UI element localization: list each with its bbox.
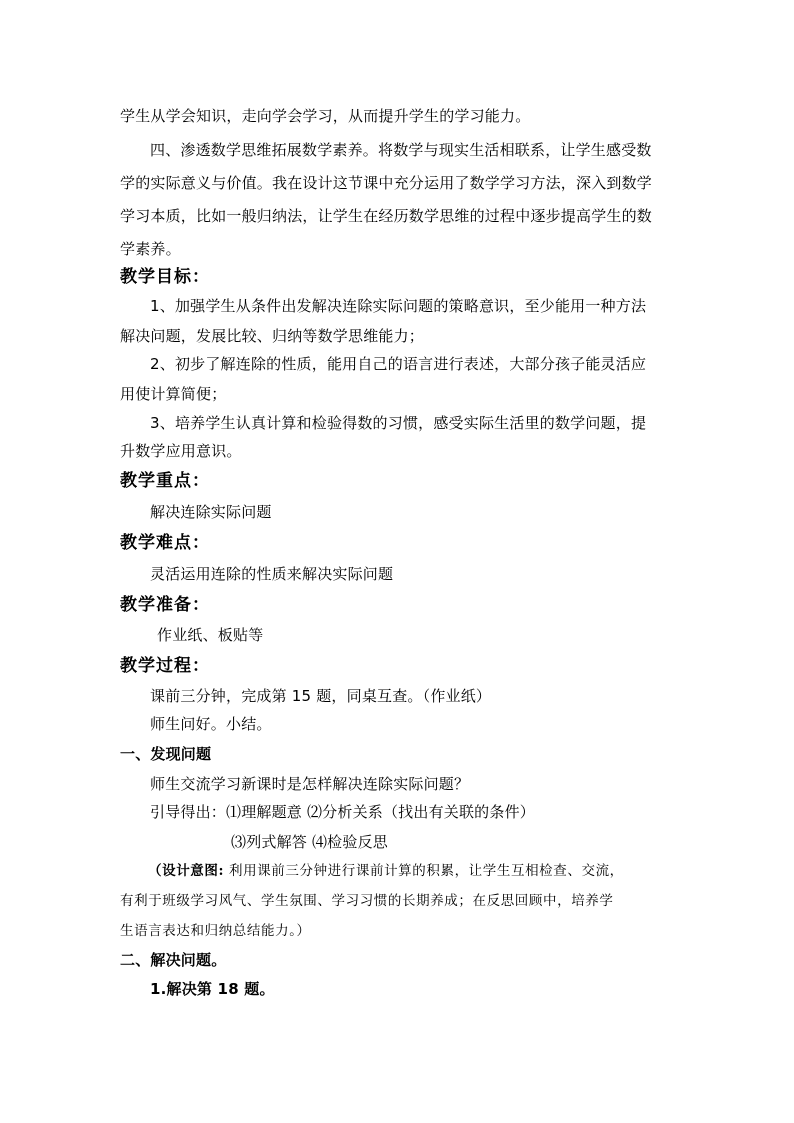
difficulty-text: 灵活运用连除的性质来解决实际问题 xyxy=(150,565,394,583)
goal-line: 2、初步了解连除的性质，能用自己的语言进行表述，大部分孩子能灵活应 xyxy=(150,355,647,373)
section-one-line: ⑶列式解答 ⑷检验反思 xyxy=(231,833,388,851)
section-two-title: 二、解决问题。 xyxy=(120,951,227,969)
paragraph-line: 学素养。 xyxy=(120,240,181,258)
goal-line: 升数学应用意识。 xyxy=(120,442,242,460)
key-text: 解决连除实际问题 xyxy=(150,503,272,521)
process-line: 师生问好。小结。 xyxy=(150,715,272,733)
section-one-line: 引导得出：⑴理解题意 ⑵分析关系（找出有关联的条件） xyxy=(150,803,535,821)
prep-heading: 教学准备： xyxy=(120,595,210,615)
design-note-text: 利用课前三分钟进行课前计算的积累，让学生互相检查、交流， xyxy=(224,863,624,879)
section-one-title: 一、发现问题 xyxy=(120,745,212,763)
prep-text: 作业纸、板贴等 xyxy=(157,626,264,644)
goal-line: 3、培养学生认真计算和检验得数的习惯，感受实际生活里的数学问题，提 xyxy=(150,414,647,432)
design-note-label: （设计意图: xyxy=(148,863,225,879)
key-heading: 教学重点： xyxy=(120,471,210,491)
process-line: 课前三分钟，完成第 15 题，同桌互查。（作业纸） xyxy=(150,687,492,705)
goal-line: 用使计算简便； xyxy=(120,385,227,403)
goal-line: 1、加强学生从条件出发解决连除实际问题的策略意识，至少能用一种方法 xyxy=(150,297,647,315)
difficulty-heading: 教学难点： xyxy=(120,533,210,553)
goals-heading: 教学目标： xyxy=(120,267,210,287)
paragraph-line: 学生从学会知识，走向学会学习，从而提升学生的学习能力。 xyxy=(120,107,531,125)
goal-line: 解决问题，发展比较、归纳等数学思维能力； xyxy=(120,327,425,345)
paragraph-line: 四、渗透数学思维拓展数学素养。将数学与现实生活相联系，让学生感受数 xyxy=(150,141,652,159)
design-note-line: 有利于班级学习风气、学生氛围、学习习惯的长期养成；在反思回顾中，培养学 xyxy=(120,893,614,909)
paragraph-line: 学的实际意义与价值。我在设计这节课中充分运用了数学学习方法，深入到数学 xyxy=(120,174,653,192)
process-heading: 教学过程： xyxy=(120,656,210,676)
section-one-line: 师生交流学习新课时是怎样解决连除实际问题？ xyxy=(150,775,470,793)
design-note-line: 生语言表达和归纳总结能力。） xyxy=(120,923,311,939)
paragraph-line: 学习本质，比如一般归纳法，让学生在经历数学思维的过程中逐步提高学生的数 xyxy=(120,207,653,225)
section-two-item: 1.解决第 18 题。 xyxy=(150,980,275,998)
design-note-line xyxy=(148,861,624,881)
